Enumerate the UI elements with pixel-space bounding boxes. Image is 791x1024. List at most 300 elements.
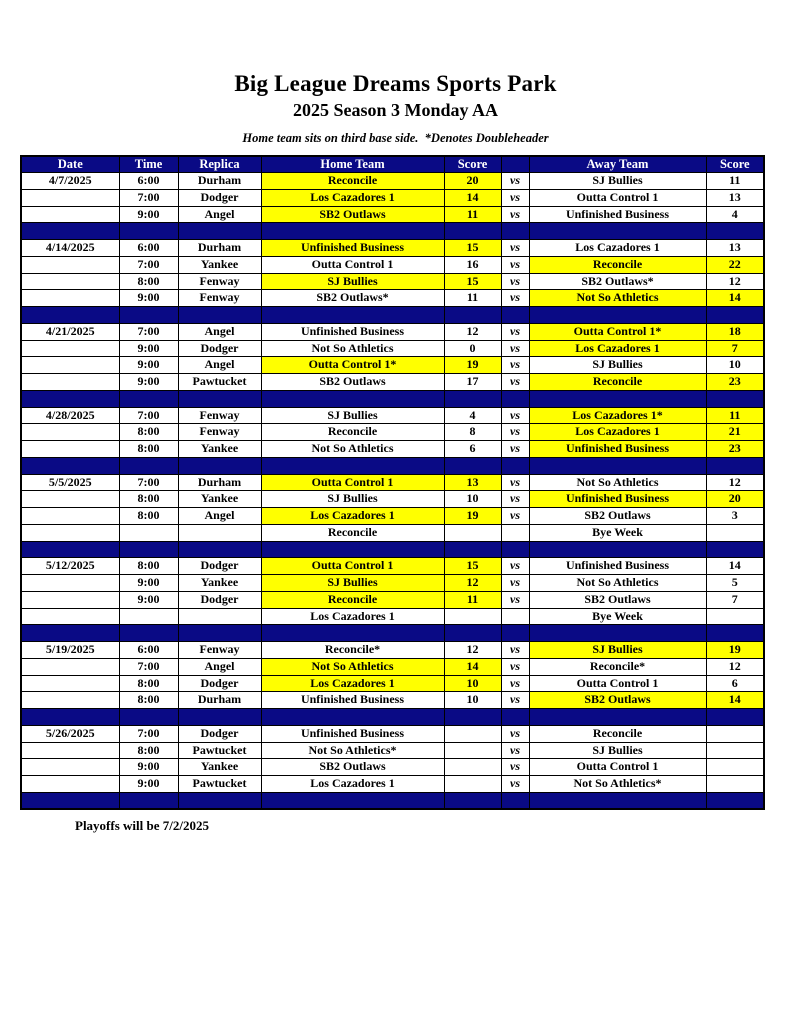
time-cell: 6:00 (119, 642, 178, 659)
away-team-cell: Los Cazadores 1 (529, 340, 706, 357)
game-row (21, 725, 764, 742)
away-team-cell: Not So Athletics* (529, 776, 706, 793)
separator-cell (706, 223, 764, 240)
game-row (21, 742, 764, 759)
away-score-cell: 20 (706, 491, 764, 508)
separator-cell (119, 625, 178, 642)
separator-cell (119, 307, 178, 324)
home-score-cell: 19 (444, 357, 501, 374)
separator-cell (529, 625, 706, 642)
game-row (21, 524, 764, 541)
home-team-cell: SB2 Outlaws (261, 759, 444, 776)
time-cell: 6:00 (119, 240, 178, 257)
column-header-vs (501, 156, 529, 173)
replica-cell: Yankee (178, 256, 261, 273)
time-cell: 7:00 (119, 407, 178, 424)
away-score-cell: 12 (706, 474, 764, 491)
home-team-cell: Not So Athletics (261, 441, 444, 458)
away-score-cell: 12 (706, 273, 764, 290)
replica-cell: Angel (178, 658, 261, 675)
season-subtitle: 2025 Season 3 Monday AA (292, 100, 499, 121)
table-body (21, 173, 764, 810)
replica-cell: Angel (178, 323, 261, 340)
week-separator-row (21, 223, 764, 240)
away-score-cell: 7 (706, 340, 764, 357)
home-score-cell (444, 742, 501, 759)
separator-cell (261, 625, 444, 642)
separator-cell (444, 457, 501, 474)
home-team-cell: Reconcile (261, 591, 444, 608)
separator-cell (119, 541, 178, 558)
time-cell (119, 608, 178, 625)
home-score-cell: 15 (444, 558, 501, 575)
away-team-cell: Reconcile (529, 725, 706, 742)
vs-label: vs (501, 725, 529, 742)
game-row (21, 591, 764, 608)
separator-cell (501, 457, 529, 474)
column-header-home-team: Home Team (261, 156, 444, 173)
replica-cell (178, 608, 261, 625)
home-score-cell: 11 (444, 206, 501, 223)
separator-cell (21, 457, 119, 474)
time-cell: 7:00 (119, 256, 178, 273)
separator-cell (178, 307, 261, 324)
vs-label: vs (501, 273, 529, 290)
away-score-cell (706, 725, 764, 742)
separator-cell (444, 625, 501, 642)
home-score-cell: 15 (444, 240, 501, 257)
time-cell: 7:00 (119, 474, 178, 491)
separator-cell (529, 307, 706, 324)
column-header-time: Time (119, 156, 178, 173)
separator-cell (529, 792, 706, 809)
home-team-cell: Unfinished Business (261, 240, 444, 257)
away-team-cell: SJ Bullies (529, 173, 706, 190)
away-team-cell: Unfinished Business (529, 206, 706, 223)
away-score-cell: 14 (706, 558, 764, 575)
time-cell (119, 524, 178, 541)
date-cell: 5/26/2025 (21, 725, 119, 742)
home-team-cell: SB2 Outlaws* (261, 290, 444, 307)
replica-cell: Durham (178, 240, 261, 257)
time-cell: 9:00 (119, 575, 178, 592)
away-score-cell: 19 (706, 642, 764, 659)
away-score-cell (706, 742, 764, 759)
vs-label: vs (501, 491, 529, 508)
date-cell (21, 189, 119, 206)
game-row (21, 357, 764, 374)
home-team-cell: Not So Athletics (261, 340, 444, 357)
vs-label: vs (501, 340, 529, 357)
separator-cell (501, 792, 529, 809)
vs-label: vs (501, 658, 529, 675)
home-score-cell: 19 (444, 508, 501, 525)
date-cell (21, 692, 119, 709)
away-score-cell: 5 (706, 575, 764, 592)
replica-cell: Fenway (178, 407, 261, 424)
separator-cell (706, 792, 764, 809)
replica-cell: Fenway (178, 290, 261, 307)
separator-cell (501, 390, 529, 407)
game-row (21, 692, 764, 709)
home-score-cell (444, 725, 501, 742)
separator-cell (706, 709, 764, 726)
date-cell (21, 608, 119, 625)
date-cell: 5/12/2025 (21, 558, 119, 575)
separator-cell (21, 709, 119, 726)
separator-cell (261, 792, 444, 809)
away-score-cell: 11 (706, 407, 764, 424)
time-cell: 9:00 (119, 340, 178, 357)
vs-label: vs (501, 240, 529, 257)
date-cell (21, 424, 119, 441)
away-team-cell: SJ Bullies (529, 742, 706, 759)
separator-cell (119, 457, 178, 474)
vs-label (501, 524, 529, 541)
game-row (21, 508, 764, 525)
home-team-cell: Outta Control 1 (261, 558, 444, 575)
week-separator-row (21, 457, 764, 474)
column-header-score: Score (444, 156, 501, 173)
away-score-cell: 12 (706, 658, 764, 675)
date-cell: 4/7/2025 (21, 173, 119, 190)
away-team-cell: Outta Control 1 (529, 675, 706, 692)
vs-label: vs (501, 290, 529, 307)
date-cell: 5/5/2025 (21, 474, 119, 491)
time-cell: 8:00 (119, 675, 178, 692)
time-cell: 8:00 (119, 558, 178, 575)
away-score-cell: 22 (706, 256, 764, 273)
separator-cell (501, 709, 529, 726)
home-score-cell: 14 (444, 189, 501, 206)
home-team-cell: Los Cazadores 1 (261, 508, 444, 525)
home-score-cell: 17 (444, 374, 501, 391)
replica-cell: Dodger (178, 675, 261, 692)
away-team-cell: Bye Week (529, 608, 706, 625)
away-score-cell: 6 (706, 675, 764, 692)
away-team-cell: Not So Athletics (529, 575, 706, 592)
game-row (21, 491, 764, 508)
separator-cell (261, 390, 444, 407)
home-score-cell (444, 608, 501, 625)
date-cell (21, 357, 119, 374)
home-score-cell (444, 524, 501, 541)
separator-cell (21, 307, 119, 324)
date-cell: 5/19/2025 (21, 642, 119, 659)
separator-cell (261, 223, 444, 240)
replica-cell: Angel (178, 508, 261, 525)
game-row (21, 173, 764, 190)
home-score-cell: 16 (444, 256, 501, 273)
date-cell (21, 340, 119, 357)
away-score-cell: 13 (706, 240, 764, 257)
home-team-cell: Los Cazadores 1 (261, 675, 444, 692)
home-score-cell: 4 (444, 407, 501, 424)
separator-cell (706, 541, 764, 558)
away-team-cell: Reconcile (529, 256, 706, 273)
date-cell: 4/21/2025 (21, 323, 119, 340)
replica-cell: Pawtucket (178, 742, 261, 759)
home-score-cell (444, 759, 501, 776)
home-score-cell: 15 (444, 273, 501, 290)
week-separator-row (21, 792, 764, 809)
time-cell: 8:00 (119, 508, 178, 525)
time-cell: 8:00 (119, 441, 178, 458)
time-cell: 7:00 (119, 658, 178, 675)
home-team-cell: SJ Bullies (261, 491, 444, 508)
away-team-cell: Outta Control 1 (529, 189, 706, 206)
vs-label: vs (501, 357, 529, 374)
date-cell (21, 508, 119, 525)
time-cell: 9:00 (119, 357, 178, 374)
home-team-cell: SB2 Outlaws (261, 206, 444, 223)
separator-cell (261, 307, 444, 324)
separator-cell (501, 625, 529, 642)
separator-cell (529, 223, 706, 240)
away-score-cell (706, 524, 764, 541)
replica-cell: Pawtucket (178, 776, 261, 793)
separator-cell (178, 625, 261, 642)
separator-cell (444, 792, 501, 809)
separator-cell (529, 457, 706, 474)
game-row (21, 340, 764, 357)
separator-cell (444, 541, 501, 558)
replica-cell: Fenway (178, 424, 261, 441)
vs-label (501, 608, 529, 625)
game-row (21, 558, 764, 575)
home-team-cell: Outta Control 1 (261, 474, 444, 491)
home-team-cell: Not So Athletics (261, 658, 444, 675)
date-cell (21, 273, 119, 290)
separator-cell (261, 541, 444, 558)
time-cell: 8:00 (119, 692, 178, 709)
away-team-cell: Not So Athletics (529, 290, 706, 307)
away-team-cell: Los Cazadores 1 (529, 240, 706, 257)
home-team-cell: Not So Athletics* (261, 742, 444, 759)
replica-cell: Durham (178, 173, 261, 190)
replica-cell: Yankee (178, 575, 261, 592)
replica-cell: Dodger (178, 591, 261, 608)
date-cell (21, 491, 119, 508)
time-cell: 7:00 (119, 725, 178, 742)
vs-label: vs (501, 642, 529, 659)
separator-cell (21, 223, 119, 240)
replica-cell: Angel (178, 206, 261, 223)
time-cell: 9:00 (119, 591, 178, 608)
date-cell (21, 374, 119, 391)
vs-label: vs (501, 256, 529, 273)
vs-label: vs (501, 776, 529, 793)
away-team-cell: Unfinished Business (529, 441, 706, 458)
game-row (21, 575, 764, 592)
separator-cell (178, 457, 261, 474)
date-cell (21, 256, 119, 273)
home-team-cell: SB2 Outlaws (261, 374, 444, 391)
game-row (21, 189, 764, 206)
replica-cell: Fenway (178, 273, 261, 290)
game-row (21, 474, 764, 491)
time-cell: 6:00 (119, 173, 178, 190)
separator-cell (529, 709, 706, 726)
separator-cell (178, 709, 261, 726)
replica-cell: Yankee (178, 491, 261, 508)
home-team-cell: Reconcile* (261, 642, 444, 659)
table-header (21, 156, 764, 173)
home-score-cell (444, 776, 501, 793)
vs-label: vs (501, 206, 529, 223)
away-team-cell: Outta Control 1* (529, 323, 706, 340)
home-score-cell: 11 (444, 591, 501, 608)
game-row (21, 273, 764, 290)
date-cell (21, 575, 119, 592)
separator-cell (119, 709, 178, 726)
away-score-cell: 10 (706, 357, 764, 374)
away-team-cell: SB2 Outlaws (529, 591, 706, 608)
vs-label: vs (501, 558, 529, 575)
game-row (21, 407, 764, 424)
home-score-cell: 14 (444, 658, 501, 675)
separator-cell (178, 390, 261, 407)
game-row (21, 424, 764, 441)
time-cell: 7:00 (119, 189, 178, 206)
week-separator-row (21, 709, 764, 726)
vs-label: vs (501, 675, 529, 692)
away-score-cell (706, 759, 764, 776)
away-score-cell: 21 (706, 424, 764, 441)
game-row (21, 759, 764, 776)
away-team-cell: Los Cazadores 1* (529, 407, 706, 424)
away-team-cell: SB2 Outlaws* (529, 273, 706, 290)
date-cell: 4/14/2025 (21, 240, 119, 257)
time-cell: 8:00 (119, 424, 178, 441)
home-score-cell: 10 (444, 692, 501, 709)
home-score-cell: 13 (444, 474, 501, 491)
date-cell (21, 675, 119, 692)
game-row (21, 323, 764, 340)
date-cell (21, 591, 119, 608)
separator-cell (178, 792, 261, 809)
away-score-cell: 23 (706, 441, 764, 458)
game-row (21, 658, 764, 675)
time-cell: 8:00 (119, 742, 178, 759)
schedule-table (20, 155, 765, 810)
home-score-cell: 20 (444, 173, 501, 190)
home-score-cell: 12 (444, 323, 501, 340)
game-row (21, 642, 764, 659)
game-row (21, 206, 764, 223)
date-cell (21, 776, 119, 793)
replica-cell: Yankee (178, 441, 261, 458)
week-separator-row (21, 390, 764, 407)
away-score-cell (706, 608, 764, 625)
vs-label: vs (501, 742, 529, 759)
vs-label: vs (501, 692, 529, 709)
vs-label: vs (501, 508, 529, 525)
away-score-cell: 7 (706, 591, 764, 608)
home-team-cell: Unfinished Business (261, 692, 444, 709)
home-team-cell: Los Cazadores 1 (261, 608, 444, 625)
date-cell (21, 290, 119, 307)
game-row (21, 441, 764, 458)
home-score-cell: 12 (444, 642, 501, 659)
column-header-date: Date (21, 156, 119, 173)
separator-cell (529, 390, 706, 407)
time-cell: 7:00 (119, 323, 178, 340)
home-score-cell: 11 (444, 290, 501, 307)
away-team-cell: SB2 Outlaws (529, 692, 706, 709)
separator-cell (529, 541, 706, 558)
separator-cell (178, 223, 261, 240)
column-header-away-team: Away Team (529, 156, 706, 173)
time-cell: 9:00 (119, 776, 178, 793)
vs-label: vs (501, 407, 529, 424)
vs-label: vs (501, 424, 529, 441)
separator-cell (21, 541, 119, 558)
separator-cell (444, 390, 501, 407)
away-score-cell: 13 (706, 189, 764, 206)
column-header-score: Score (706, 156, 764, 173)
separator-cell (706, 625, 764, 642)
vs-label: vs (501, 173, 529, 190)
replica-cell: Angel (178, 357, 261, 374)
legend-note: Home team sits on third base side. *Denotes Doubleheader (242, 131, 549, 146)
date-cell: 4/28/2025 (21, 407, 119, 424)
home-team-cell: Outta Control 1 (261, 256, 444, 273)
away-team-cell: SB2 Outlaws (529, 508, 706, 525)
separator-cell (444, 709, 501, 726)
time-cell: 9:00 (119, 374, 178, 391)
time-cell: 8:00 (119, 491, 178, 508)
date-cell (21, 524, 119, 541)
separator-cell (501, 223, 529, 240)
game-row (21, 240, 764, 257)
time-cell: 9:00 (119, 759, 178, 776)
separator-cell (501, 541, 529, 558)
separator-cell (501, 307, 529, 324)
away-score-cell: 18 (706, 323, 764, 340)
separator-cell (119, 792, 178, 809)
replica-cell: Dodger (178, 340, 261, 357)
away-score-cell: 14 (706, 692, 764, 709)
home-team-cell: SJ Bullies (261, 407, 444, 424)
game-row (21, 256, 764, 273)
date-cell (21, 759, 119, 776)
separator-cell (706, 307, 764, 324)
home-score-cell: 8 (444, 424, 501, 441)
date-cell (21, 441, 119, 458)
away-team-cell: Unfinished Business (529, 558, 706, 575)
vs-label: vs (501, 474, 529, 491)
vs-label: vs (501, 189, 529, 206)
away-team-cell: SJ Bullies (529, 357, 706, 374)
separator-cell (21, 625, 119, 642)
separator-cell (21, 792, 119, 809)
separator-cell (119, 223, 178, 240)
separator-cell (261, 709, 444, 726)
game-row (21, 776, 764, 793)
home-score-cell: 6 (444, 441, 501, 458)
time-cell: 8:00 (119, 273, 178, 290)
away-team-cell: Unfinished Business (529, 491, 706, 508)
home-team-cell: Outta Control 1* (261, 357, 444, 374)
page-title: Big League Dreams Sports Park (234, 71, 557, 96)
replica-cell: Dodger (178, 725, 261, 742)
replica-cell: Yankee (178, 759, 261, 776)
vs-label: vs (501, 374, 529, 391)
vs-label: vs (501, 441, 529, 458)
home-team-cell: Reconcile (261, 424, 444, 441)
separator-cell (261, 457, 444, 474)
